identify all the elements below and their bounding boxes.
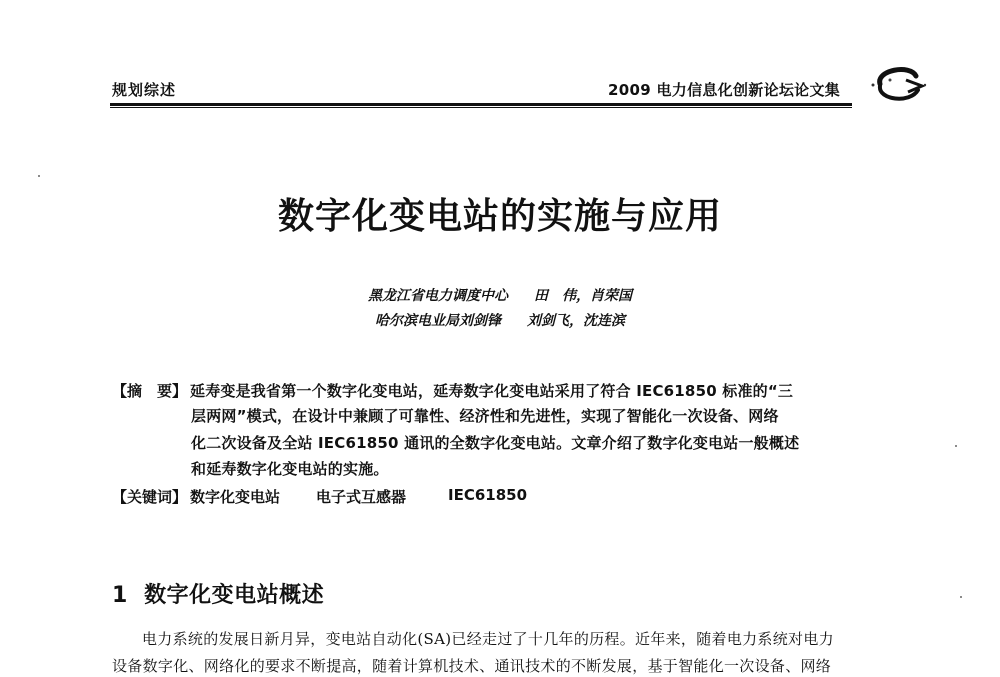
author-names: 田 伟，肖荣国 [534,288,632,304]
header-rule [110,103,852,106]
header-collection-title: 2009 电力信息化创新论坛论文集 [608,81,841,99]
author-org: 哈尔滨电业局刘剑锋 [375,313,501,329]
keyword: 电子式互感器 [316,488,407,506]
keywords-label: 【关键词】 [112,488,188,506]
header-rule-thin [110,107,852,108]
author-org: 黑龙江省电力调度中心 [368,288,508,304]
keyword: 数字化变电站 [190,488,281,506]
abstract-line: 化二次设备及全站 IEC61850 通讯的全数字化变电站。文章介绍了数字化变电站一般概述 [191,434,800,452]
forum-logo-icon [866,60,930,106]
section-title: 数字化变电站概述 [144,583,325,608]
section-number: 1 [112,583,128,608]
body-paragraph-line: 设备数字化、网络化的要求不断提高，随着计算机技术、通讯技术的不断发展，基于智能化一次设备、网络 [112,657,832,675]
abstract-line: 延寿变是我省第一个数字化变电站，延寿数字化变电站采用了符合 IEC61850 标准的“三 [190,382,794,400]
section-heading [112,578,324,609]
scan-speck [38,175,40,177]
keyword: IEC61850 [448,486,528,504]
author-names: 刘剑飞，沈连滨 [527,313,625,329]
author-line-1 [0,285,1000,305]
author-line-2 [0,310,1000,330]
scan-speck [960,596,962,598]
abstract-line: 层两网”模式，在设计中兼顾了可靠性、经济性和先进性，实现了智能化一次设备、网络 [191,407,779,425]
header-section-label: 规划综述 [112,81,177,99]
abstract-line: 和延寿数字化变电站的实施。 [191,460,389,478]
abstract-label: 【摘 要】 [112,382,188,400]
body-paragraph-line: 电力系统的发展日新月异，变电站自动化(SA)已经走过了十几年的历程。近年来，随着电力系统对电力 [142,630,834,648]
scan-speck [955,445,957,447]
paper-title: 数字化变电站的实施与应用 [277,196,722,237]
